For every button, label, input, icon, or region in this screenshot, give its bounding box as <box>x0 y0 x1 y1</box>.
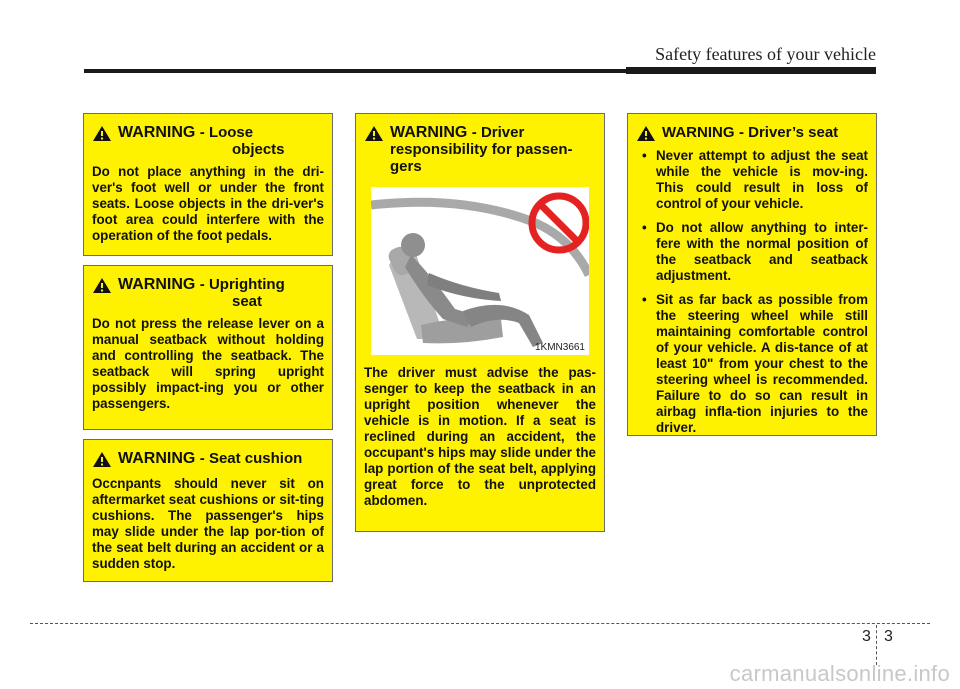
warning-triangle-icon <box>364 125 384 142</box>
warning-box-loose-objects <box>83 113 333 256</box>
warning-triangle-icon <box>92 277 112 294</box>
warning-title-line2: objects <box>232 141 285 158</box>
warning-title: - Driver’s seat <box>738 124 839 141</box>
warning-label: WARNING <box>118 124 196 141</box>
chapter-number: 3 <box>862 628 871 645</box>
warning-title: - Seat cushion <box>199 450 303 467</box>
illustration-code: 1KMN3661 <box>534 342 585 353</box>
page-number-separator <box>876 625 877 665</box>
list-item: • Do not allow anything to inter-fere with the normal position of the seatback and seatback adjustment. <box>636 220 868 284</box>
warning-title-line3: gers <box>390 158 422 175</box>
warning-title: - Uprighting <box>199 276 285 293</box>
watermark: carmanualsonline.info <box>729 661 950 686</box>
warning-triangle-icon <box>636 125 656 142</box>
footer-rule <box>30 623 930 624</box>
list-item: • Sit as far back as possible from the steering wheel while still maintaining comfortable control of your vehicle. A dis-tance of at least 10" from your chest to the steering wheel is recommended. Failure to do so can result in airbag infla-tion injuries to the driver. <box>636 292 868 436</box>
page-number: 3 <box>884 628 893 645</box>
warning-bullet-list <box>636 148 868 436</box>
reclined-seat-illustration <box>371 187 589 355</box>
warning-triangle-icon <box>92 125 112 142</box>
warning-body: Do not press the release lever on a manual seatback without holding and controlling the seatback. The seatback will spring upright possibly impact-ing you or other passengers. <box>92 316 324 411</box>
list-item: • Never attempt to adjust the seat while the vehicle is mov-ing. This could result in loss of control of your vehicle. <box>636 148 868 212</box>
warning-title-line2: responsibility for passen- <box>390 141 573 158</box>
warning-box-uprighting-seat <box>83 265 333 430</box>
warning-title-line2: seat <box>232 293 263 310</box>
warning-box-drivers-seat <box>627 113 877 436</box>
warning-body: The driver must advise the pas-senger to keep the seatback in an upright position whenever the vehicle is in motion. If a seat is reclined during an accident, the occupant's hips may slide under the lap portion of the seat belt, applying great force to the unprotected abdomen. <box>364 365 596 508</box>
page-header-title: Safety features of your vehicle <box>655 44 876 64</box>
warning-body: Occnpants should never sit on aftermarket seat cushions or sit-ting cushions. The passenger's hips may slide under the lap por-tion of the seat belt during an accident or a sudden stop. <box>92 476 324 571</box>
warning-label: WARNING <box>118 450 196 467</box>
warning-box-driver-responsibility <box>355 113 605 532</box>
header-rule <box>84 69 876 73</box>
warning-body: Do not place anything in the dri-ver's foot well or under the front seats. Loose objects in the dri-ver's foot area could interfere with the operation of the foot pedals. <box>92 164 324 243</box>
warning-label: WARNING <box>390 124 468 141</box>
warning-title: - Driver <box>471 124 525 141</box>
warning-triangle-icon <box>92 451 112 468</box>
warning-label: WARNING <box>662 124 735 141</box>
warning-title: - Loose <box>199 124 254 141</box>
reclined-occupant-image <box>371 187 589 355</box>
warning-label: WARNING <box>118 276 196 293</box>
warning-box-seat-cushion <box>83 439 333 582</box>
